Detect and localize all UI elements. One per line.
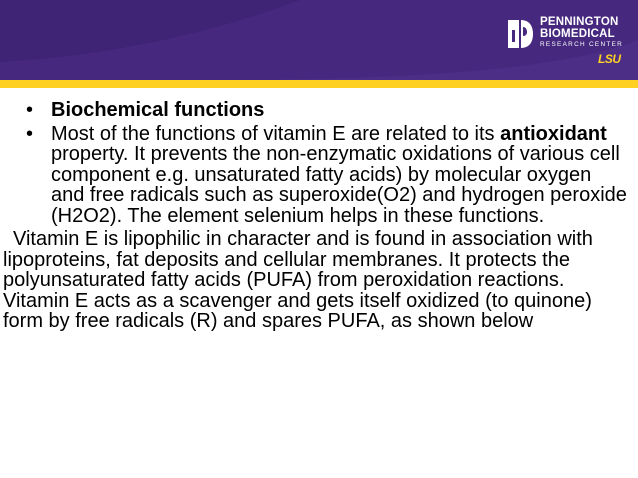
logo-lsu: LSU: [598, 52, 621, 66]
body-paragraph: Vitamin E is lipophilic in character and is found in association with lipoproteins, fat deposits and cellular membranes. It protects the polyunsaturated fatty acids (PUFA) from peroxidation reactions. Vitamin E acts as a scavenger and gets itself oxidized (to quinone) form by free radicals (R) and spares PUFA, as shown below: [3, 228, 593, 332]
logo-wordmark: [540, 16, 632, 49]
logo-line-research-center: RESEARCH CENTER: [540, 41, 624, 48]
bullet-marker: •: [26, 122, 34, 145]
gold-divider-bar: [0, 80, 638, 88]
bullet-text-bold: antioxidant: [500, 122, 607, 145]
header-banner: [0, 0, 638, 80]
bullet-item-functions: [26, 124, 630, 227]
bullet-text-part2: property. It prevents the non-enzymatic oxidations of various cell component e.g. unsaturated fatty acids) by molecular oxygen and free radicals such as superoxide(O2) and hydrogen peroxide (H2O2). The element selenium helps in these functions.: [51, 143, 627, 227]
bullet-marker: •: [26, 99, 34, 121]
pennington-logo: [506, 16, 632, 68]
slide-content: [3, 99, 630, 332]
logo-line-biomedical: BIOMEDICAL: [540, 28, 615, 40]
logo-line-pennington: PENNINGTON: [540, 16, 619, 28]
bullet-text-part1: Most of the functions of vitamin E are related to its: [51, 122, 501, 145]
bullet-heading-text: Biochemical functions: [51, 99, 265, 121]
bullet-item-heading: [26, 100, 630, 121]
bullet-list: [26, 100, 630, 226]
pbrc-logo-mark-icon: [506, 18, 534, 50]
